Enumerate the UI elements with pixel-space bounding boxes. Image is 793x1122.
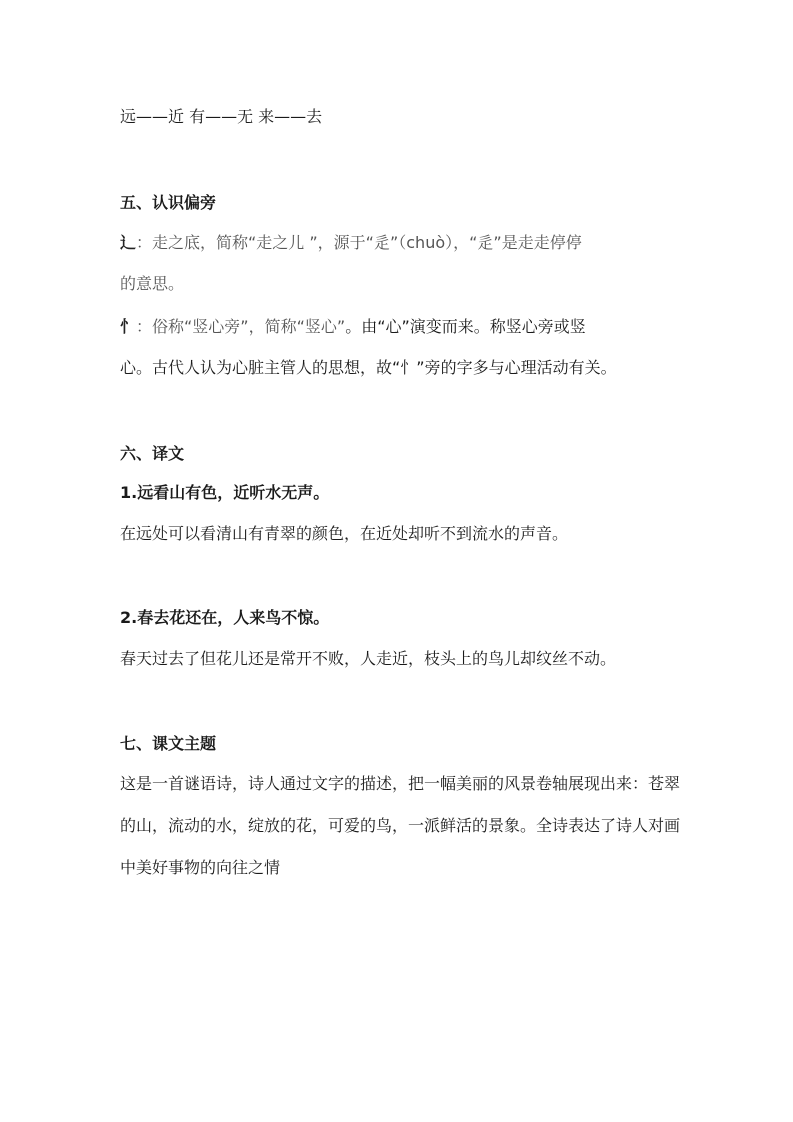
translation-2-text: 春天过去了但花儿还是常开不败，人走近，枝头上的鸟儿却纹丝不动。 <box>120 649 617 668</box>
theme-line-1: 这是一首谜语诗，诗人通过文字的描述，把一幅美丽的风景卷轴展现出来：苍翠 <box>120 774 681 793</box>
translation-1-text: 在远处可以看清山有青翠的颜色，在近处却听不到流水的声音。 <box>120 524 569 543</box>
radical-xin: 忄 <box>120 317 137 336</box>
antonym-pairs: 远——近 有——无 来——去 <box>120 107 323 126</box>
radical-chuo-line-2: 的意思。 <box>120 274 185 293</box>
radical-xin-dark-text: 。由“心”演变而来。称竖心旁或竖 <box>345 317 586 336</box>
radical-chuo-text: ：走之底，简称“走之儿 ”，源于“辵”（chuò），“辵”是走走停停 <box>136 233 582 252</box>
theme-line-3: 中美好事物的向往之情 <box>120 858 281 877</box>
radical-xin-line-1 <box>120 316 680 338</box>
radical-chuo-line-1 <box>120 232 680 254</box>
radical-chuo: 辶 <box>120 233 137 252</box>
section-6-heading: 六、译文 <box>120 444 185 463</box>
theme-line-2: 的山，流动的水，绽放的花，可爱的鸟，一派鲜活的景象。全诗表达了诗人对画 <box>120 816 681 835</box>
section-7-heading: 七、课文主题 <box>120 734 217 753</box>
translation-2-title: 2.春去花还在，人来鸟不惊。 <box>120 608 330 627</box>
radical-xin-line-2: 心。古代人认为心脏主管人的思想，故“忄”旁的字多与心理活动有关。 <box>120 358 617 377</box>
section-5-heading: 五、认识偏旁 <box>120 193 217 212</box>
translation-1-title: 1.远看山有色，近听水无声。 <box>120 483 330 502</box>
radical-xin-grey-text: ：俗称“竖心旁”，简称“竖心” <box>136 317 346 336</box>
